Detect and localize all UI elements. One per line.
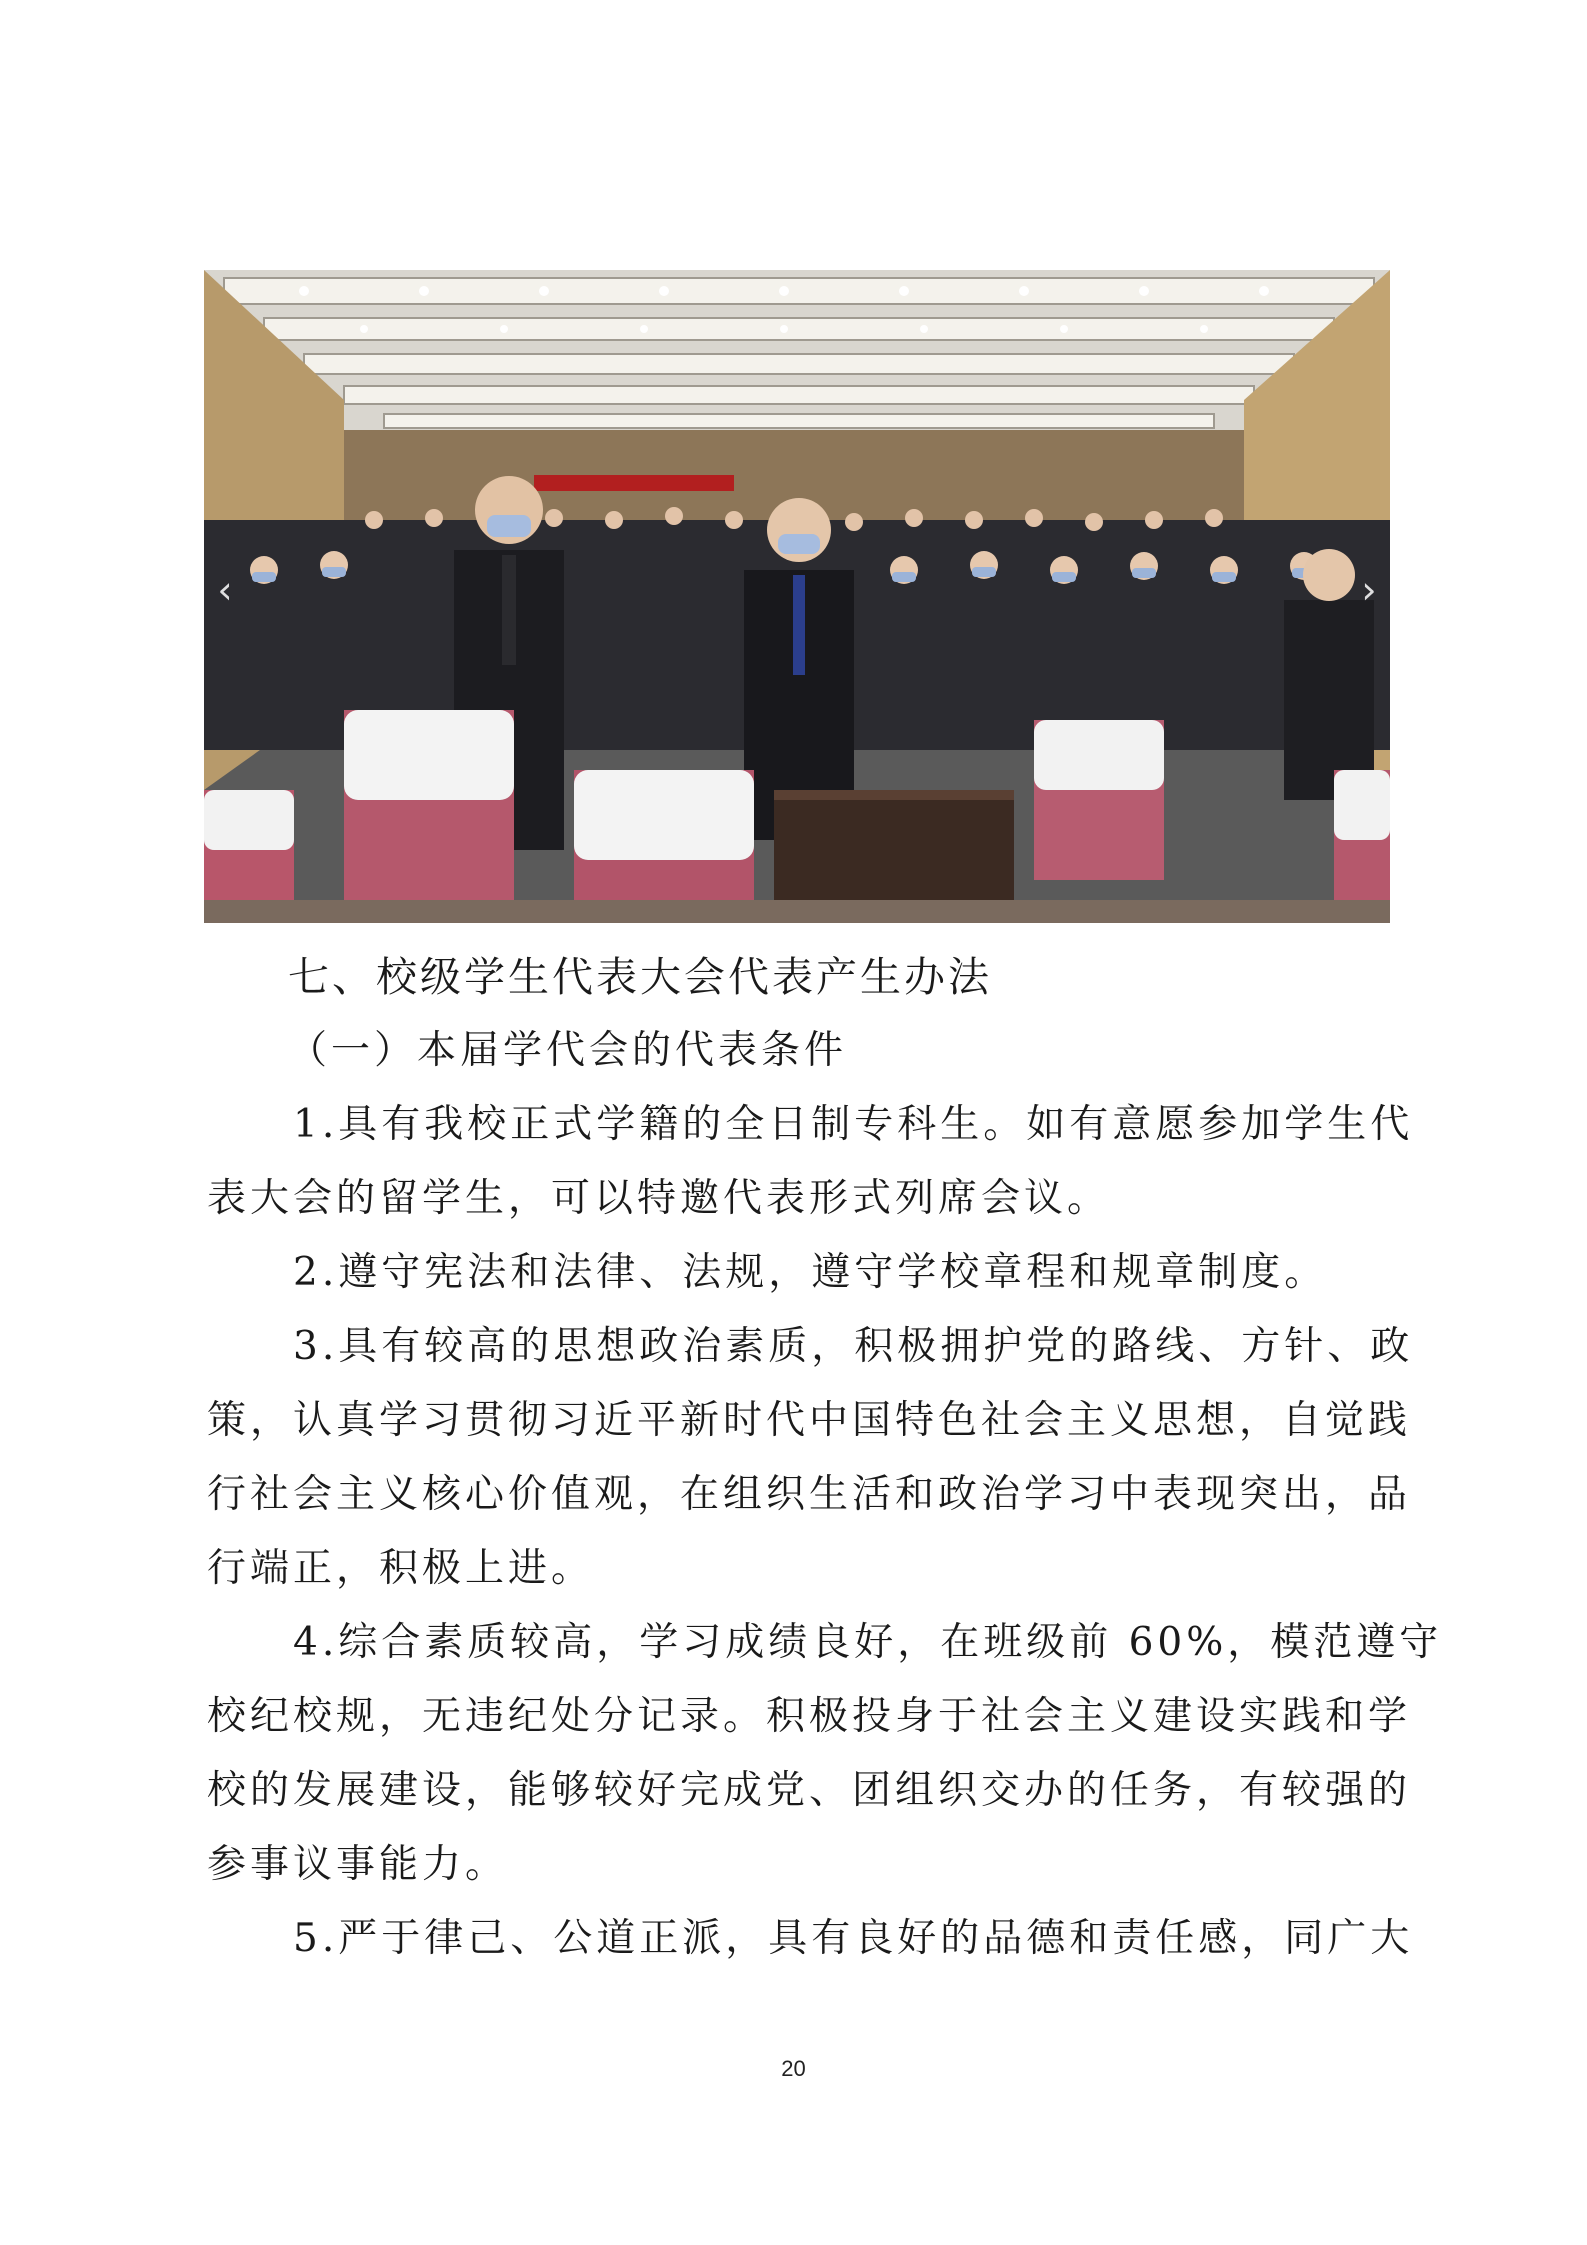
page-number: 20 — [781, 2056, 806, 2081]
item-3-line-1: 3.具有较高的思想政治素质，积极拥护党的路线、方针、政 — [293, 1324, 1414, 1369]
item-5-line-1: 5.严于律己、公道正派，具有良好的品德和责任感，同广大 — [293, 1916, 1414, 1961]
item-1-line-1: 1.具有我校正式学籍的全日制专科生。如有意愿参加学生代 — [293, 1102, 1414, 1147]
carousel-next-arrow[interactable]: › — [1361, 568, 1377, 612]
item-4-line-4: 参事议事能力。 — [207, 1842, 509, 1887]
section-heading: 七、校级学生代表大会代表产生办法 — [288, 953, 992, 1001]
item-4-line-3: 校的发展建设，能够较好完成党、团组织交办的任务，有较强的 — [207, 1768, 1412, 1813]
item-3-line-4: 行端正，积极上进。 — [207, 1546, 595, 1591]
item-1-line-2: 表大会的留学生，可以特邀代表形式列席会议。 — [207, 1176, 1111, 1221]
item-2-line-1: 2.遵守宪法和法律、法规，遵守学校章程和规章制度。 — [293, 1250, 1328, 1295]
body-text — [207, 1088, 1443, 1976]
item-3-line-2: 策，认真学习贯彻习近平新时代中国特色社会主义思想，自觉践 — [207, 1398, 1412, 1443]
carousel-prev-arrow[interactable]: ‹ — [217, 568, 233, 612]
conference-photo-illustration — [204, 270, 1390, 923]
item-3-line-3: 行社会主义核心价值观，在组织生活和政治学习中表现突出，品 — [207, 1472, 1412, 1517]
item-4-line-2: 校纪校规，无违纪处分记录。积极投身于社会主义建设实践和学 — [207, 1694, 1412, 1739]
conference-photo — [204, 270, 1390, 923]
item-4-line-1: 4.综合素质较高，学习成绩良好，在班级前 60%，模范遵守 — [293, 1620, 1443, 1665]
section-subheading: （一）本届学代会的代表条件 — [288, 1028, 848, 1073]
